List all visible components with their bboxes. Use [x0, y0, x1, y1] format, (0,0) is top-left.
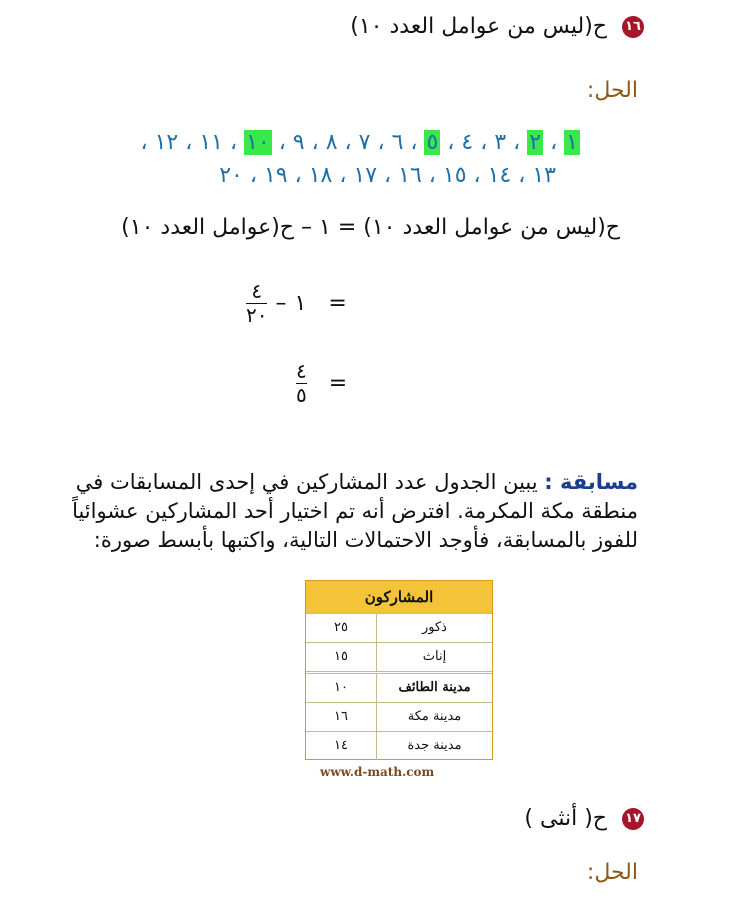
outcome-number: ٣: [494, 130, 507, 155]
step-1: [246, 280, 347, 327]
outcome-sequence-line2: ١٣ ، ١٤ ، ١٥ ، ١٦ ، ١٧ ، ١٨ ، ١٩ ، ٢٠: [219, 163, 556, 188]
question-number-badge: ١٦: [622, 16, 644, 38]
row-value: ٢٥: [334, 620, 348, 635]
outcome-number: ١٩: [263, 163, 288, 188]
solution-label-1: الحل:: [586, 78, 638, 103]
equals-sign: =: [328, 291, 347, 316]
table-row: [306, 642, 492, 671]
question-number-badge: ١٧: [622, 808, 644, 830]
equals-sign: =: [328, 371, 348, 396]
outcome-sequence-line1: ١ ، ٢ ، ٣ ، ٤ ، ٥ ، ٦ ، ٧ ، ٨ ، ٩ ، ١٠ ، ١١ ، ١٢ ،: [140, 130, 578, 155]
row-label: مدينة مكة: [376, 703, 492, 731]
participants-table: [305, 580, 493, 760]
solution-label-2: الحل:: [586, 860, 638, 885]
outcome-number: ٨: [325, 130, 338, 155]
question-16-text: ح(ليس من عوامل العدد ١٠): [350, 14, 607, 39]
outcome-number: ٥: [426, 130, 439, 155]
one: ١: [294, 291, 307, 316]
outcome-number: ٧: [358, 130, 371, 155]
outcome-number: ٦: [391, 130, 404, 155]
outcome-number: ١٣: [532, 163, 556, 188]
numerator: ٤: [251, 279, 263, 303]
outcome-number: ٩: [292, 130, 305, 155]
step-2: [296, 360, 347, 407]
minus-sign: –: [275, 291, 287, 316]
denominator: ٥: [296, 383, 307, 407]
fraction: [296, 360, 307, 407]
table-row: [306, 613, 492, 642]
outcome-number: ١٧: [353, 163, 378, 188]
outcome-number: ١٥: [442, 163, 467, 188]
outcome-number: ١: [566, 130, 578, 155]
outcome-number: ٢: [529, 130, 542, 155]
problem-keyword: مسابقة :: [544, 470, 638, 494]
outcome-number: ٢٠: [219, 163, 243, 188]
row-value: ١٥: [334, 649, 348, 664]
outcome-number: ١٤: [487, 163, 512, 188]
row-value: ١٦: [334, 709, 348, 724]
outcome-number: ١٦: [398, 163, 422, 188]
row-label: مدينة الطائف: [376, 674, 492, 702]
row-label: مدينة جدة: [376, 732, 492, 760]
fraction: [246, 280, 267, 327]
outcome-number: ١٨: [308, 163, 333, 188]
complement-equation: ح(ليس من عوامل العدد ١٠) = ١ – ح(عوامل العدد ١٠): [121, 215, 620, 240]
row-value: ١٤: [334, 738, 348, 753]
question-17: [84, 806, 644, 831]
outcome-number: ٤: [461, 130, 474, 155]
outcome-number: ١١: [199, 130, 223, 155]
problem-text: يبين الجدول عدد المشاركين في إحدى المسابقات في منطقة مكة المكرمة. افترض أنه تم اختيار أحد المشاركين عشوائياً للفوز بالمسابقة، فأوجد الاحتمالات التالية، واكتبها بأبسط صورة:: [72, 470, 638, 552]
row-label: ذكور: [376, 614, 492, 642]
watermark: www.d-math.com: [320, 765, 435, 779]
table-row: [306, 702, 492, 731]
outcome-number: ١٢: [154, 130, 179, 155]
table-row: [306, 671, 492, 702]
question-16: [84, 14, 644, 39]
row-value: ١٠: [334, 680, 348, 695]
numerator: ٤: [296, 359, 307, 383]
table-header: المشاركون: [306, 581, 492, 613]
outcome-number: ١٠: [246, 130, 270, 155]
problem-statement: [58, 468, 638, 555]
denominator: ٢٠: [246, 303, 268, 327]
question-17-text: ح( أنثى ): [524, 806, 607, 831]
table-row: [306, 731, 492, 760]
row-label: إناث: [376, 643, 492, 671]
